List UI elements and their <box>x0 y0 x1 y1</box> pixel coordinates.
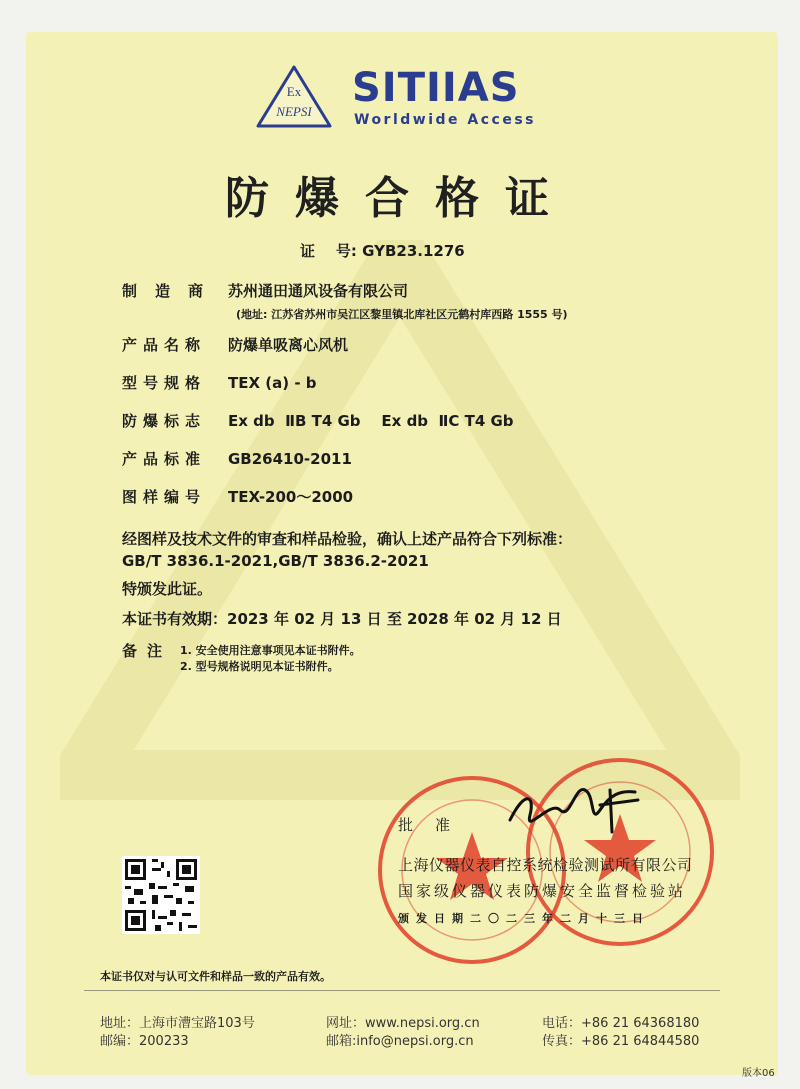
body-standards: GB/T 3836.1-2021,GB/T 3836.2-2021 <box>122 552 429 570</box>
nepsi-logo-name: NEPSI <box>276 104 312 119</box>
body-statement: 经图样及技术文件的审查和样品检验，确认上述产品符合下列标准： <box>122 530 573 548</box>
issuing-org: 上海仪器仪表自控系统检验测试所有限公司 <box>398 856 693 874</box>
signature <box>500 770 650 840</box>
field-label: 防爆标志 <box>122 412 207 430</box>
sitiias-logo: SITIIAS <box>352 65 520 111</box>
footer-fax: 传真：+86 21 64844580 <box>542 1034 700 1049</box>
field-model <box>122 372 317 393</box>
field-value: TEX (a) - b <box>228 374 317 392</box>
footer-divider <box>84 990 720 991</box>
nepsi-logo-ex: Ex <box>286 84 302 99</box>
field-label: 型号规格 <box>122 374 207 392</box>
field-ex-marking <box>122 410 514 431</box>
body-issued: 特颁发此证。 <box>122 580 213 598</box>
certificate-number <box>300 240 465 261</box>
field-label: 制造商 <box>122 282 222 300</box>
note-item: 2. 型号规格说明见本证书附件。 <box>180 660 339 673</box>
field-value: Ex db ⅡB T4 Gb Ex db ⅡC T4 Gb <box>228 412 514 430</box>
note-item: 1. 安全使用注意事项见本证书附件。 <box>180 644 361 657</box>
field-value: 苏州通田通风设备有限公司 <box>228 282 409 300</box>
certificate-title: 防爆合格证 <box>225 173 575 224</box>
field-label: 产品标准 <box>122 450 207 468</box>
nepsi-watermark <box>60 240 740 800</box>
certificate-number-label: 证 号: <box>300 242 357 260</box>
field-value: 防爆单吸离心风机 <box>228 336 349 354</box>
field-value: TEX-200～2000 <box>228 488 354 506</box>
validity-note: 本证书仅对与认可文件和样品一致的产品有效。 <box>100 970 331 983</box>
certificate-number-value: GYB23.1276 <box>362 242 465 260</box>
qr-code <box>122 856 200 934</box>
field-label: 产品名称 <box>122 336 207 354</box>
notes-label: 备注 <box>122 642 173 660</box>
field-product-standard <box>122 448 352 469</box>
footer-postcode: 邮编：200233 <box>100 1034 189 1049</box>
field-product-name <box>122 334 348 355</box>
footer-phone: 电话：+86 21 64368180 <box>542 1016 700 1031</box>
inspection-station: 国家级仪器仪表防爆安全监督检验站 <box>398 882 687 900</box>
footer-email[interactable]: 邮箱:info@nepsi.org.cn <box>326 1034 474 1049</box>
footer-address: 地址：上海市漕宝路103号 <box>100 1016 255 1031</box>
validity-period: 本证书有效期：2023 年 02 月 13 日 至 2028 年 02 月 12 日 <box>122 610 562 628</box>
footer-website[interactable]: 网址：www.nepsi.org.cn <box>326 1016 480 1031</box>
sitiias-tagline: Worldwide Access <box>354 112 537 128</box>
approve-label: 批准 <box>398 816 473 834</box>
nepsi-logo <box>255 64 333 130</box>
field-value: GB26410-2011 <box>228 450 352 468</box>
field-drawing-number <box>122 486 353 507</box>
field-label: 图样编号 <box>122 488 207 506</box>
field-manufacturer <box>122 280 408 301</box>
version-label: 版本06 <box>742 1068 775 1079</box>
manufacturer-address: (地址: 江苏省苏州市吴江区黎里镇北库社区元鹤村库西路 1555 号) <box>236 308 568 321</box>
issue-date: 颁发日期二〇二三年二月十三日 <box>398 912 650 925</box>
